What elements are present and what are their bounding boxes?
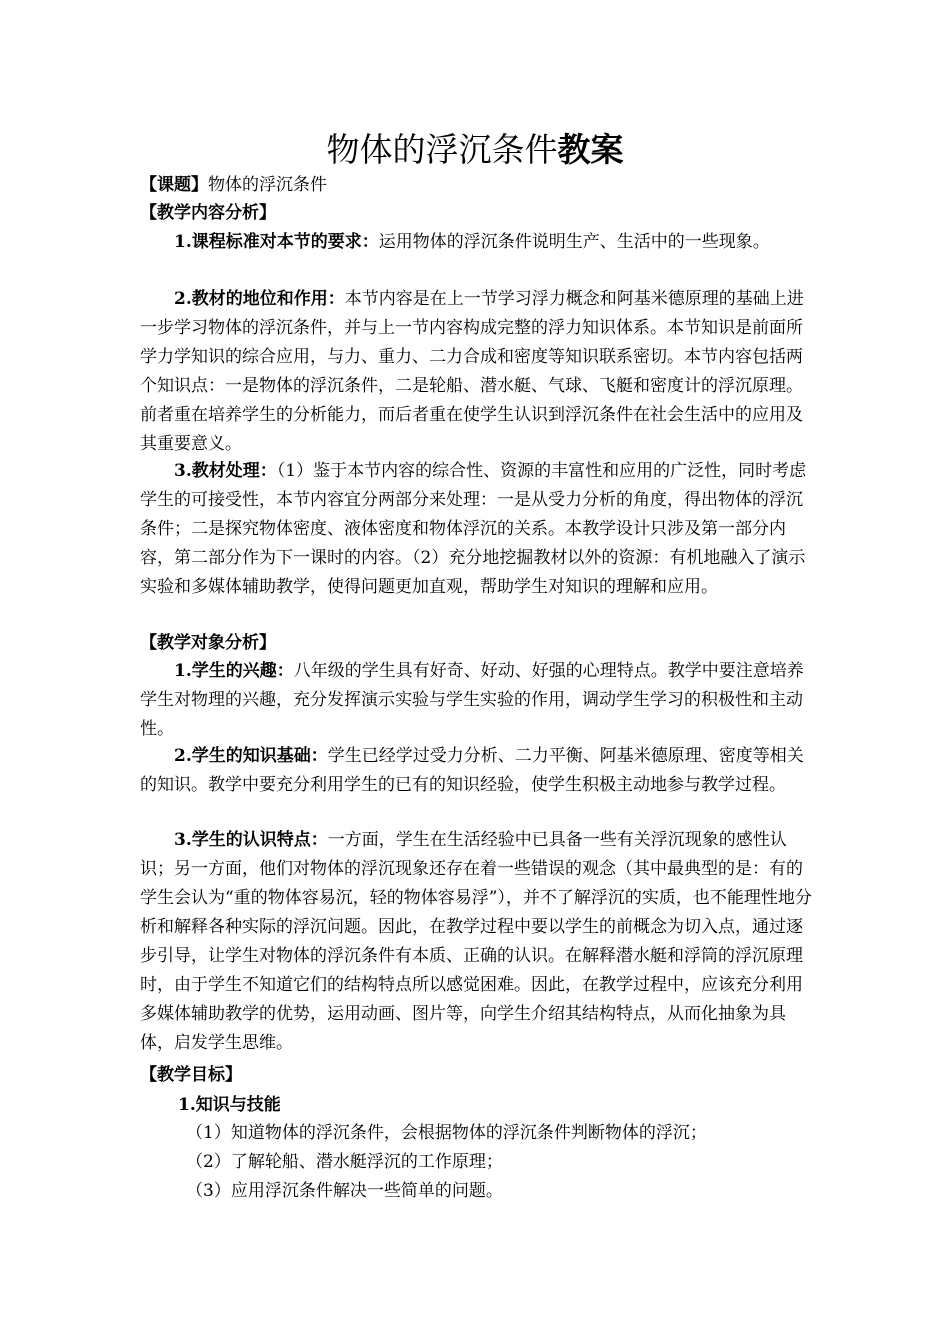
paragraph-curriculum-standard [140,228,818,257]
para-text: 一方面，学生在生活经验中已具备一些有关浮沉现象的感性认识；另一方面，他们对物体的浮沉现象还存在着一些错误的观念（其中最典型的是：有的学生会认为“重的物体容易沉，轻的物体容易浮”），并不了解浮沉的实质，也不能理性地分析和解释各种实际的浮沉问题。因此，在教学过程中要以学生的前概念为切入点，通过逐步引导，让学生对物体的浮沉条件有本质、正确的认识。在解释潜水艇和浮筒的浮沉原理时，由于学生不知道它们的结构特点所以感觉困难。因此，在教学过程中，应该充分利用多媒体辅助教学的优势，运用动画、图片等，向学生介绍其结构特点，从而化抽象为具体，启发学生思维。 [140,830,812,1053]
section-heading-goals: 【教学目标】 [140,1065,242,1085]
para-text: 八年级的学生具有好奇、好动、好强的心理特点。教学中要注意培养学生对物理的兴趣，充分发挥演示实验与学生实验的作用，调动学生学习的积极性和主动性。 [140,661,804,739]
para-text: 运用物体的浮沉条件说明生产、生活中的一些现象。 [378,232,770,252]
paragraph-student-knowledge [140,742,818,800]
section-heading-content: 【教学内容分析】 [140,203,276,223]
para-heading: 3.学生的认识特点： [174,830,328,850]
title-main: 物体的浮沉条件 [326,130,558,169]
para-text: （1）鉴于本节内容的综合性、资源的丰富性和应用的广泛性，同时考虑学生的可接受性，本节内容宜分两部分来处理：一是从受力分析的角度，得出物体的浮沉条件；二是探究物体密度、液体密度和物体浮沉的关系。本教学设计只涉及第一部分内容，第二部分作为下一课时的内容。（2）充分地挖掘教材以外的资源：有机地融入了演示实验和多媒体辅助教学，使得问题更加直观，帮助学生对知识的理解和应用。 [140,461,807,597]
para-heading: 2.学生的知识基础： [174,746,328,766]
topic-text: 物体的浮沉条件 [208,175,327,195]
goal-list-item: （3）应用浮沉条件解决一些简单的问题。 [186,1181,503,1201]
title-bold-suffix: 教案 [557,130,624,169]
para-heading: 1.学生的兴趣： [174,661,294,681]
paragraph-textbook-handling [140,457,818,602]
goal-heading-knowledge-skills: 1.知识与技能 [178,1095,281,1115]
para-heading: 3.教材处理： [174,461,277,481]
page-title [0,128,950,172]
para-heading: 2.教材的地位和作用： [174,289,345,309]
para-heading: 1.课程标准对本节的要求： [174,232,379,252]
paragraph-textbook-role [140,285,818,459]
topic-label: 【课题】 [140,175,208,195]
goal-list-item: （2）了解轮船、潜水艇浮沉的工作原理； [186,1152,503,1172]
para-text: 本节内容是在上一节学习浮力概念和阿基米德原理的基础上进一步学习物体的浮沉条件，并与上一节内容构成完整的浮力知识体系。本节知识是前面所学力学知识的综合应用，与力、重力、二力合成和密度等知识联系密切。本节内容包括两个知识点：一是物体的浮沉条件，二是轮船、潜水艇、气球、飞艇和密度计的浮沉原理。前者重在培养学生的分析能力，而后者重在使学生认识到浮沉条件在社会生活中的应用及其重要意义。 [140,289,804,454]
paragraph-student-interest [140,657,818,744]
paragraph-student-cognition [140,826,818,1058]
section-heading-students: 【教学对象分析】 [140,633,276,653]
goal-list-item: （1）知道物体的浮沉条件，会根据物体的浮沉条件判断物体的浮沉； [186,1123,707,1143]
topic-line [140,174,820,196]
para-text: 学生已经学过受力分析、二力平衡、阿基米德原理、密度等相关的知识。教学中要充分利用学生的已有的知识经验，使学生积极主动地参与教学过程。 [140,746,804,795]
